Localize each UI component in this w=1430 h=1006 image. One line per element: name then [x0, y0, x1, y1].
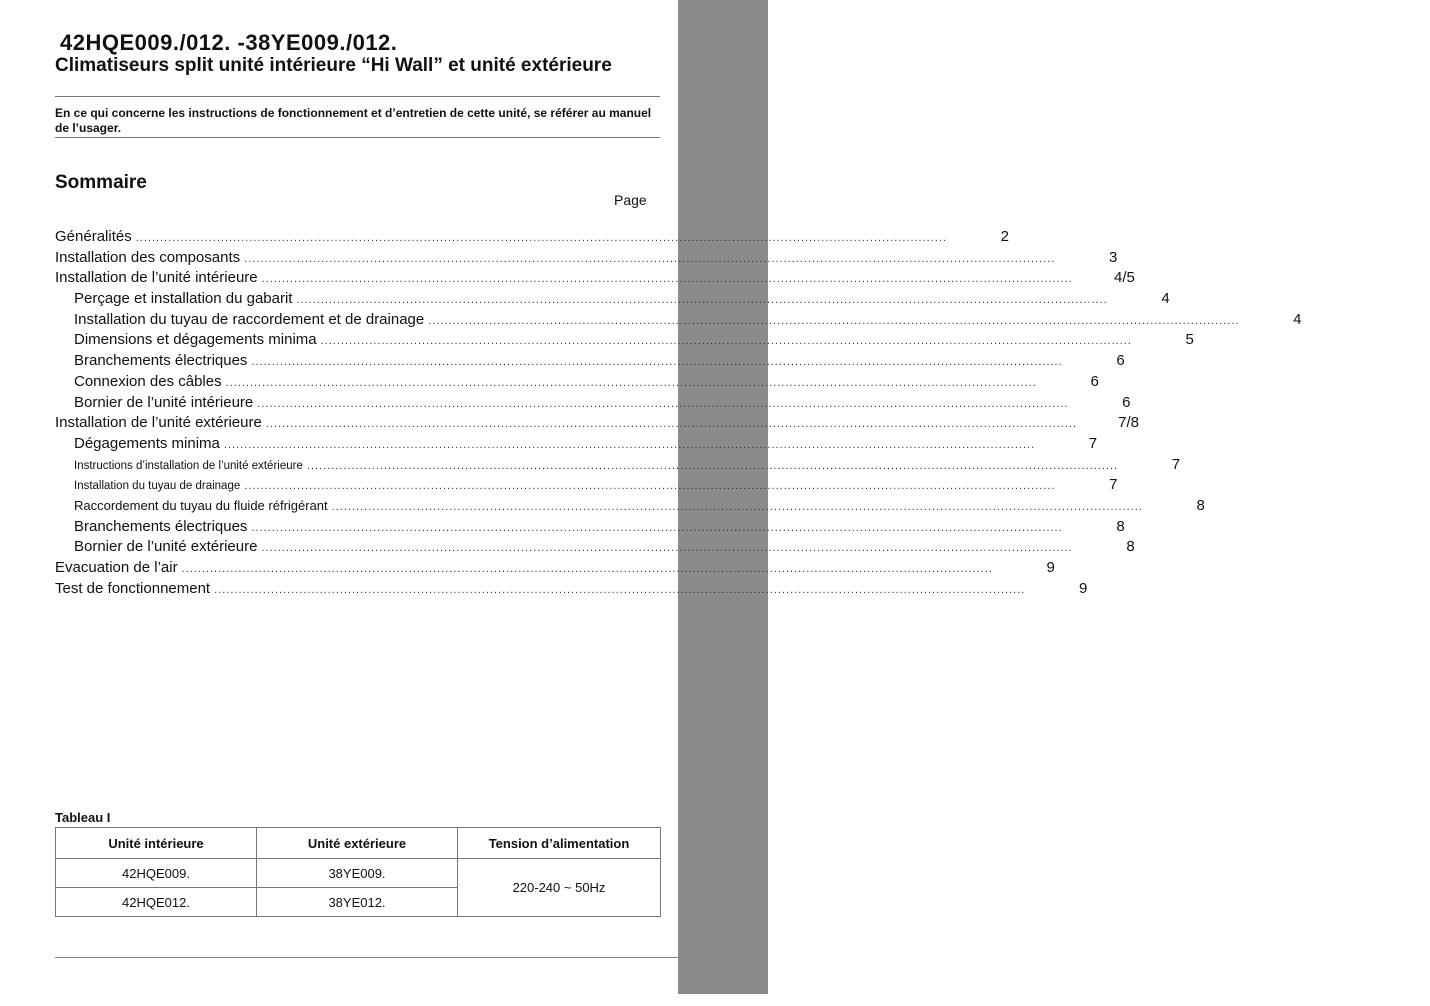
divider-top	[55, 96, 660, 97]
toc-entry[interactable]: Dégagements minima ..... 7	[55, 435, 660, 456]
toc-entry[interactable]: Installation du tuyau de drainage ..... 7	[55, 476, 660, 497]
header-outdoor-unit: Unité extérieure	[257, 828, 458, 859]
toc-entry[interactable]: Installation des composants ..... 3	[55, 249, 660, 270]
toc-entry[interactable]: Installation de l’unité intérieure ..... 4/5	[55, 269, 660, 290]
table-caption: Tableau I	[55, 810, 111, 825]
outdoor-model-cell: 38YE012.	[257, 888, 458, 917]
toc-entry[interactable]: Bornier de l’unité extérieure ..... 8	[55, 538, 660, 559]
indoor-model-cell: 42HQE009.	[56, 859, 257, 888]
toc-entry[interactable]: Instructions d’installation de l’unité extérieure ..... 7	[55, 456, 660, 477]
language-label: FRANÇAIS	[1373, 142, 1429, 412]
model-title: 42HQE009./012. -38YE009./012.	[60, 30, 398, 55]
toc-entry[interactable]: Perçage et installation du gabarit ..... 4	[55, 290, 660, 311]
toc-entry[interactable]: Installation du tuyau de raccordement et de drainage ..... 4	[55, 311, 660, 332]
table-of-contents	[55, 228, 1302, 600]
table-row	[56, 859, 661, 888]
header-supply-voltage: Tension d’alimentation	[458, 828, 661, 859]
toc-entry[interactable]: Dimensions et dégagements minima ..... 5	[55, 331, 660, 352]
contents-title: Sommaire	[55, 172, 147, 193]
supply-voltage-cell: 220-240 ~ 50Hz	[458, 859, 661, 917]
unit-spec-table	[55, 827, 661, 917]
indoor-model-cell: 42HQE012.	[56, 888, 257, 917]
document-subtitle: Climatiseurs split unité intérieure “Hi Wall” et unité extérieure	[55, 55, 612, 76]
header-indoor-unit: Unité intérieure	[56, 828, 257, 859]
toc-entry[interactable]: Test de fonctionnement ..... 9	[55, 580, 660, 601]
toc-entry[interactable]: Branchements électriques ..... 8	[55, 518, 660, 539]
page-number: F - 1	[1378, 964, 1388, 1006]
page-column-label: Page	[614, 192, 647, 208]
toc-entry[interactable]: Installation de l’unité extérieure ..... 7/8	[55, 414, 660, 435]
toc-entry[interactable]: Bornier de l’unité intérieure ..... 6	[55, 394, 660, 415]
toc-entry[interactable]: Raccordement du tuyau du fluide réfrigérant ..... 8	[55, 497, 660, 518]
toc-entry[interactable]: Evacuation de l’air ..... 9	[55, 559, 660, 580]
toc-entry[interactable]: Branchements électriques ..... 6	[55, 352, 660, 373]
divider-bottom	[55, 137, 660, 138]
outdoor-model-cell: 38YE009.	[257, 859, 458, 888]
footer-rule	[55, 957, 678, 958]
toc-entry[interactable]: Connexion des câbles ..... 6	[55, 373, 660, 394]
toc-entry[interactable]: Généralités ..... 2	[55, 228, 660, 249]
usage-note: En ce qui concerne les instructions de fonctionnement et d’entretien de cette unité, se référer au manuel de l’usager.	[55, 106, 652, 135]
